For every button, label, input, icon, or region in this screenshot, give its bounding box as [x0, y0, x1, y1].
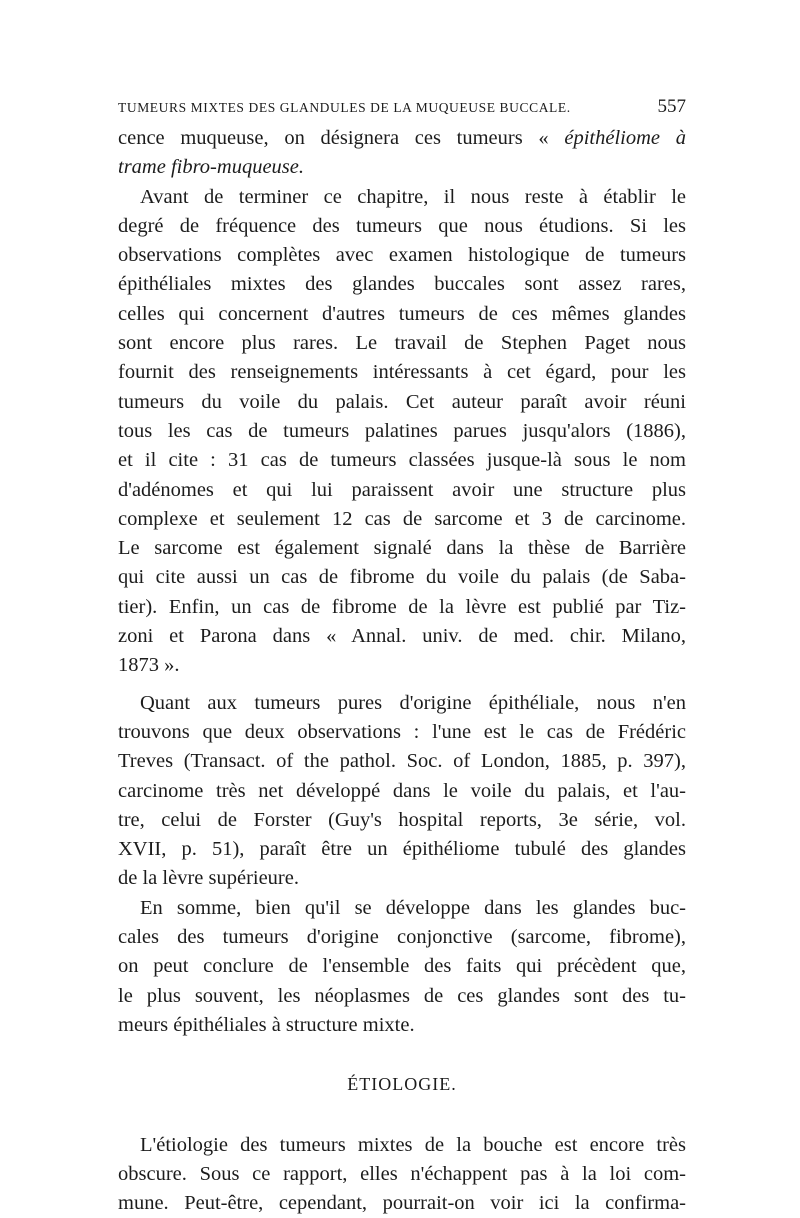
text-line: tous les cas de tumeurs palatines parues jusqu'alors (1886),: [118, 419, 686, 442]
text-line: celles qui concernent d'autres tumeurs de ces mêmes glandes: [118, 302, 686, 325]
page-number: 557: [657, 96, 686, 117]
text-line: tumeurs du voile du palais. Cet auteur paraît avoir réuni: [118, 390, 686, 413]
section-title: ÉTIOLOGIE.: [347, 1074, 457, 1095]
text-line: cales des tumeurs d'origine conjonctive (sarcome, fibrome),: [118, 926, 686, 949]
text-line: on peut conclure de l'ensemble des faits qui précèdent que,: [118, 955, 686, 978]
text-line: tier). Enfin, un cas de fibrome de la lèvre est publié par Tiz-: [118, 595, 686, 618]
text-line: cence muqueuse, on désignera ces tumeurs « épithéliome à: [118, 127, 686, 149]
page-body: [118, 124, 686, 1218]
text-line: degré de fréquence des tumeurs que nous étudions. Si les: [118, 214, 686, 237]
text-line: et il cite : 31 cas de tumeurs classées jusque-là sous le nom: [118, 449, 686, 472]
text-line: Treves (Transact. of the pathol. Soc. of London, 1885, p. 397),: [118, 750, 686, 773]
text-line: qui cite aussi un cas de fibrome du voile du palais (de Saba-: [118, 566, 686, 589]
text-line: trouvons que deux observations : l'une est le cas de Frédéric: [118, 720, 686, 743]
text-line: d'adénomes et qui lui paraissent avoir une structure plus: [118, 478, 686, 501]
page-header: [118, 96, 686, 118]
text-line: XVII, p. 51), paraît être un épithéliome tubulé des glandes: [118, 838, 686, 861]
text-line: fournit des renseignements intéressants à cet égard, pour les: [118, 361, 686, 384]
text-line: mune. Peut-être, cependant, pourrait-on voir ici la confirma-: [118, 1192, 686, 1215]
text-line: Avant de terminer ce chapitre, il nous reste à établir le: [140, 185, 686, 208]
text-line: 1873 ».: [118, 654, 180, 677]
text-line: meurs épithéliales à structure mixte.: [118, 1013, 415, 1036]
text-line: le plus souvent, les néoplasmes de ces glandes sont des tu-: [118, 984, 686, 1007]
text-line: carcinome très net développé dans le voile du palais, et l'au-: [118, 779, 686, 802]
text-line: trame fibro-muqueuse.: [118, 156, 304, 179]
text-line: tre, celui de Forster (Guy's hospital reports, 3e série, vol.: [118, 808, 686, 831]
text-line: En somme, bien qu'il se développe dans les glandes buc-: [140, 896, 686, 919]
text-line: obscure. Sous ce rapport, elles n'échappent pas à la loi com-: [118, 1162, 686, 1185]
text-line: Le sarcome est également signalé dans la thèse de Barrière: [118, 537, 686, 560]
text-line: complexe et seulement 12 cas de sarcome et 3 de carcinome.: [118, 507, 686, 530]
text-line: observations complètes avec examen histologique de tumeurs: [118, 244, 686, 267]
text-line: sont encore plus rares. Le travail de Stephen Paget nous: [118, 332, 686, 355]
text-line: épithéliales mixtes des glandes buccales sont assez rares,: [118, 273, 686, 296]
text-line: de la lèvre supérieure.: [118, 867, 299, 890]
text-line: L'étiologie des tumeurs mixtes de la bouche est encore très: [140, 1133, 686, 1156]
text-line: zoni et Parona dans « Annal. univ. de med. chir. Milano,: [118, 625, 686, 648]
text-line: Quant aux tumeurs pures d'origine épithéliale, nous n'en: [140, 691, 686, 714]
running-title: TUMEURS MIXTES DES GLANDULES DE LA MUQUEUSE BUCCALE.: [118, 100, 571, 115]
